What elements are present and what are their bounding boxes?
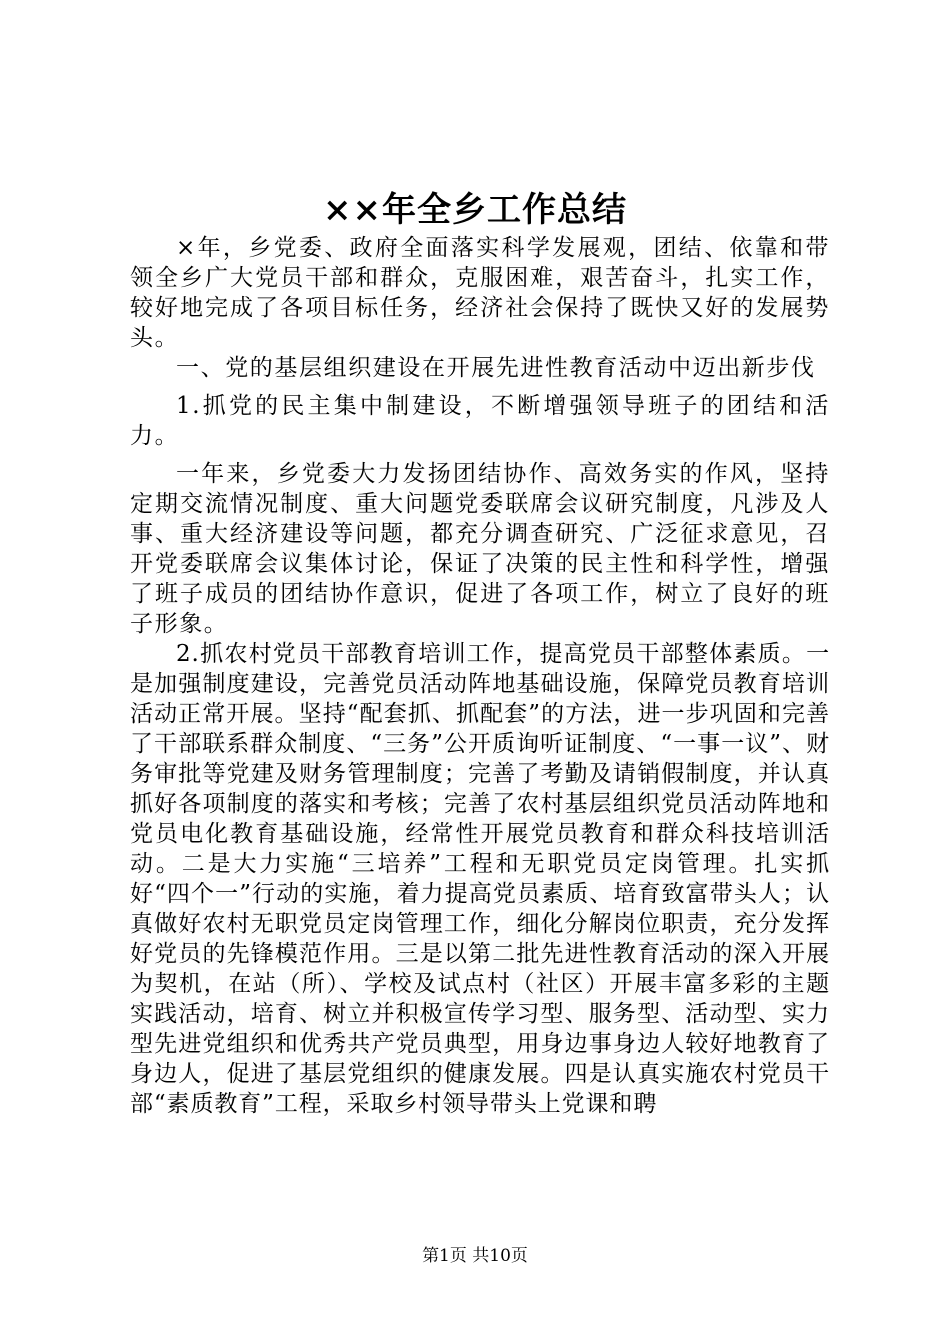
page-number-footer: 第1页 共10页 xyxy=(422,1246,528,1266)
paragraph-training: 2.抓农村党员干部教育培训工作，提高党员干部整体素质。一是加强制度建设，完善党员活动阵地基础设施，保障党员教育培训活动正常开展。坚持“配套抓、抓配套”的方法，进一步巩固和完善了干部联系群众制度、“三务”公开质询听证制度、“一事一议”、财务审批等党建及财务管理制度；完善了考勤及请销假制度，并认真抓好各项制度的落实和考核；完善了农村基层组织党员活动阵地和党员电化教育基础设施，经常性开展党员教育和群众科技培训活动。二是大力实施“三培养”工程和无职党员定岗管理。扎实抓好“四个一”行动的实施，着力提高党员素质、培育致富带头人；认真做好农村无职党员定岗管理工作，细化分解岗位职责，充分发挥好党员的先锋模范作用。三是以第二批先进性教育活动的深入开展为契机，在站（所）、学校及试点村（社区）开展丰富多彩的主题实践活动，培育、树立并积极宣传学习型、服务型、活动型、实力型先进党组织和优秀共产党员典型，用身边事身边人较好地教育了身边人，促进了基层党组织的健康发展。四是认真实施农村党员干部“素质教育”工程，采取乡村领导带头上党课和聘 xyxy=(130,641,830,1117)
paragraph-intro: ×年，乡党委、政府全面落实科学发展观，团结、依靠和带领全乡广大党员干部和群众，克服困难，艰苦奋斗，扎实工作，较好地完成了各项目标任务，经济社会保持了既快又好的发展势头。 xyxy=(130,235,830,351)
document-title: ××年全乡工作总结 xyxy=(323,190,627,230)
document-body xyxy=(130,233,830,1119)
paragraph-democratic-centralism: 一年来，乡党委大力发扬团结协作、高效务实的作风，坚持定期交流情况制度、重大问题党委联席会议研究制度，凡涉及人事、重大经济建设等问题，都充分调查研究、广泛征求意见，召开党委联席会议集体讨论，保证了决策的民主性和科学性，增强了班子成员的团结协作意识，促进了各项工作，树立了良好的班子形象。 xyxy=(130,461,830,637)
subheading-1: 1.抓党的民主集中制建设，不断增强领导班子的团结和活力。 xyxy=(130,393,830,449)
section-heading-1: 一、党的基层组织建设在开展先进性教育活动中迈出新步伐 xyxy=(176,355,816,381)
